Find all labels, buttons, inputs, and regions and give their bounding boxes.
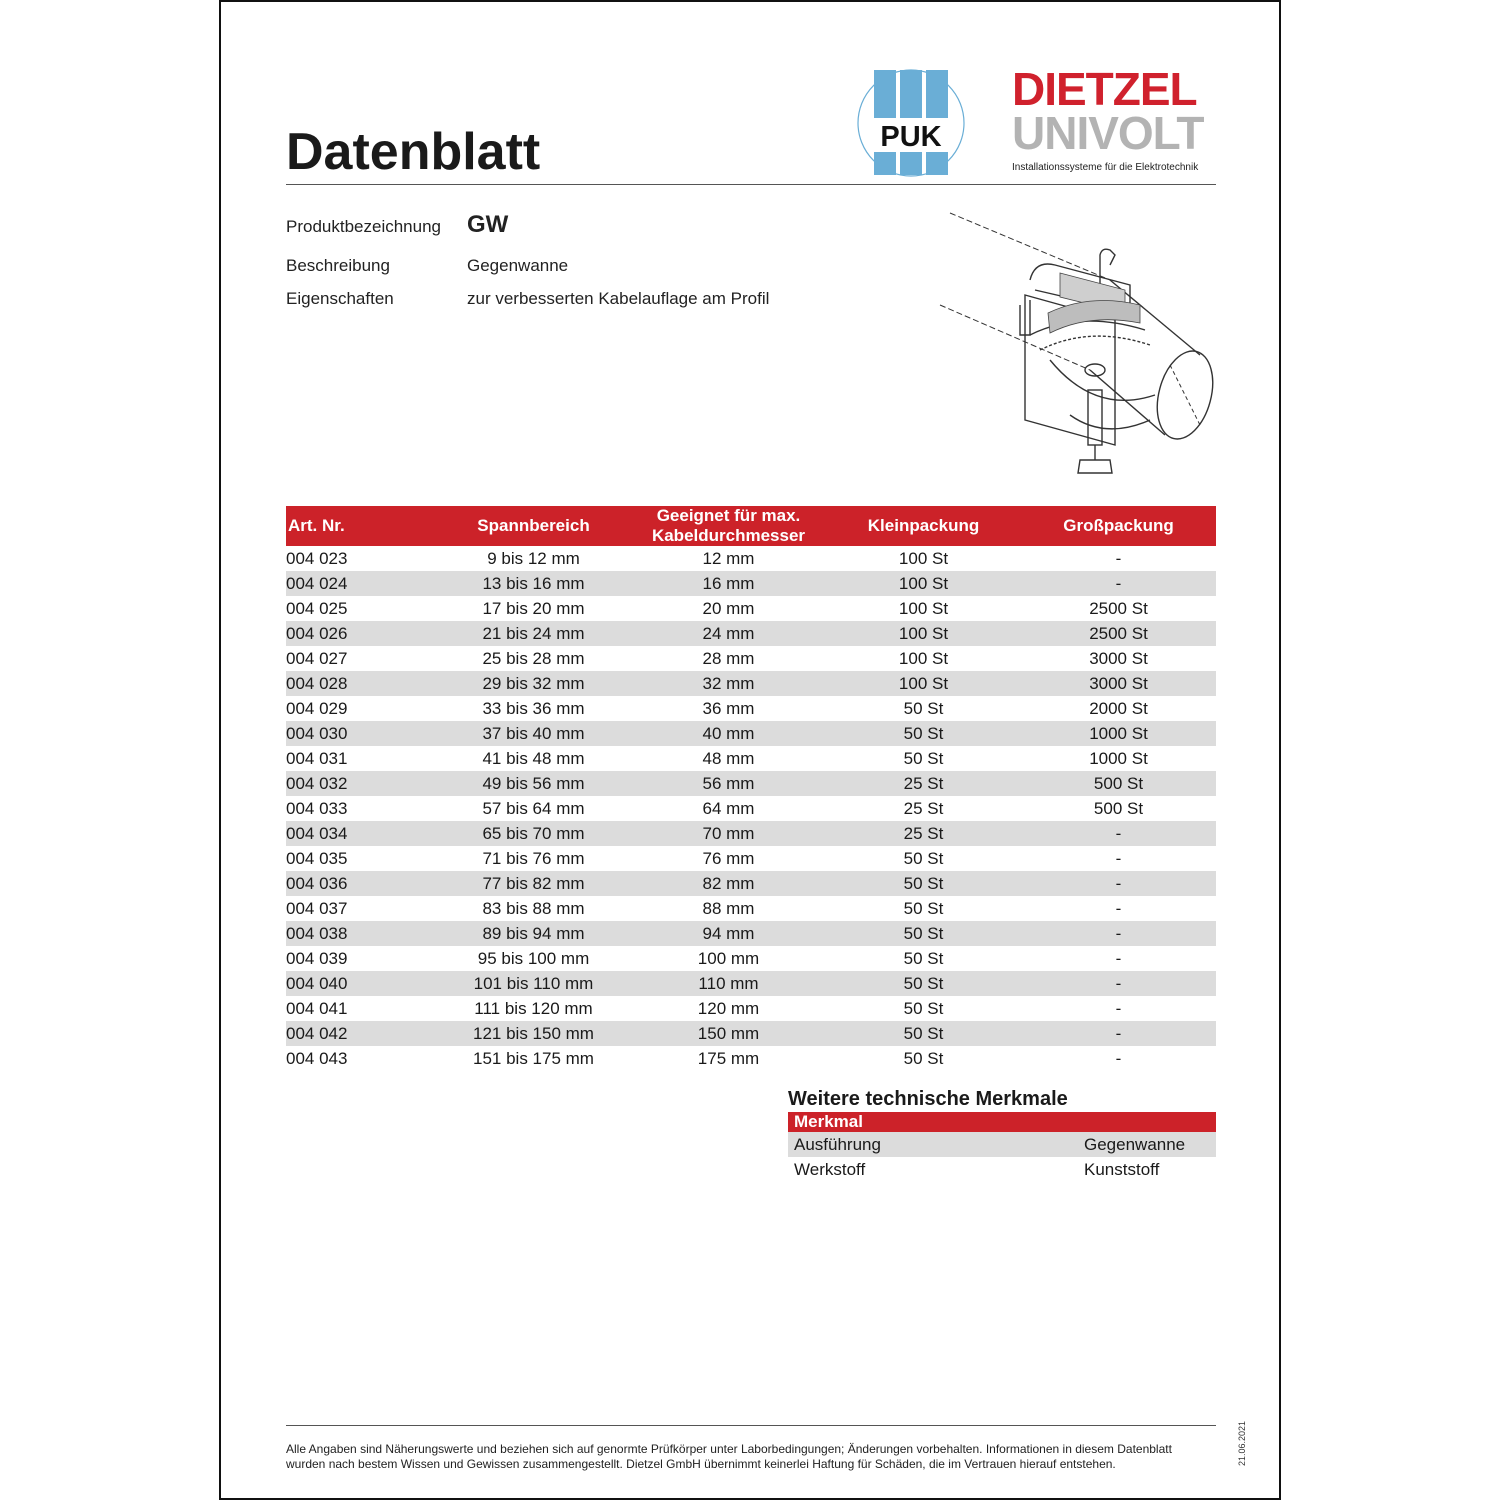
cell-grosspackung: -: [1115, 899, 1122, 918]
cell-kleinpackung: 50 St: [903, 699, 944, 718]
cell-kabeldurchmesser: 110 mm: [631, 971, 826, 996]
product-table: [286, 506, 1216, 1071]
cell-art-nr: 004 031: [286, 749, 348, 768]
puk-logo: [855, 68, 967, 178]
table-row: [286, 571, 1216, 596]
product-name-value: GW: [467, 211, 509, 238]
col-kleinpackung: Kleinpackung: [826, 506, 1021, 546]
feature-key: Ausführung: [788, 1132, 1084, 1157]
cell-art-nr: 004 037: [286, 899, 348, 918]
puk-logo-text: PUK: [880, 121, 942, 153]
table-header-row: [286, 506, 1216, 546]
properties-value: zur verbesserten Kabelauflage am Profil: [467, 289, 770, 308]
cell-art-nr: 004 034: [286, 821, 436, 846]
cell-kabeldurchmesser: 40 mm: [631, 721, 826, 746]
cell-art-nr: 004 023: [286, 549, 348, 568]
cell-art-nr: 004 040: [286, 971, 436, 996]
cell-art-nr: 004 036: [286, 871, 436, 896]
cell-kabeldurchmesser: 100 mm: [697, 949, 760, 968]
properties-label: Eigenschaften: [286, 289, 394, 308]
features-row: [788, 1157, 1216, 1182]
cell-kabeldurchmesser: 88 mm: [702, 899, 755, 918]
cell-art-nr: 004 043: [286, 1049, 348, 1068]
table-row: [286, 1046, 1216, 1071]
cell-kleinpackung: 100 St: [898, 599, 949, 618]
table-row: [286, 671, 1216, 696]
cell-spannbereich: 151 bis 175 mm: [473, 1049, 594, 1068]
feature-value: Kunststoff: [1084, 1160, 1160, 1179]
cell-grosspackung: -: [1115, 1049, 1122, 1068]
cell-kabeldurchmesser: 28 mm: [702, 649, 755, 668]
cell-kleinpackung: 100 St: [826, 571, 1021, 596]
cell-grosspackung: -: [1115, 999, 1122, 1018]
cell-spannbereich: 65 bis 70 mm: [436, 821, 631, 846]
table-row: [286, 1021, 1216, 1046]
feature-key: Werkstoff: [794, 1160, 866, 1179]
cell-spannbereich: 71 bis 76 mm: [482, 849, 585, 868]
cell-spannbereich: 29 bis 32 mm: [436, 671, 631, 696]
cell-art-nr: 004 039: [286, 949, 348, 968]
cell-kleinpackung: 50 St: [826, 871, 1021, 896]
table-row: [286, 621, 1216, 646]
cell-art-nr: 004 035: [286, 849, 348, 868]
cell-spannbereich: 17 bis 20 mm: [482, 599, 585, 618]
cell-spannbereich: 49 bis 56 mm: [436, 771, 631, 796]
cell-kleinpackung: 25 St: [826, 821, 1021, 846]
table-row: [286, 996, 1216, 1021]
cell-grosspackung: 1000 St: [1021, 721, 1216, 746]
cell-kabeldurchmesser: 56 mm: [631, 771, 826, 796]
cell-kabeldurchmesser: 70 mm: [631, 821, 826, 846]
cell-grosspackung: -: [1021, 871, 1216, 896]
cell-spannbereich: 21 bis 24 mm: [436, 621, 631, 646]
footer-divider: [286, 1425, 1216, 1426]
brand-dietzel: DIETZEL: [1012, 63, 1197, 115]
cell-kabeldurchmesser: 48 mm: [702, 749, 755, 768]
features-table: [788, 1112, 1216, 1182]
product-drawing: [930, 205, 1220, 485]
cell-art-nr: 004 027: [286, 649, 348, 668]
table-row: [286, 946, 1216, 971]
col-kabeldurchmesser: [631, 506, 826, 546]
cell-kleinpackung: 50 St: [826, 1021, 1021, 1046]
cell-spannbereich: 13 bis 16 mm: [436, 571, 631, 596]
table-row: [286, 746, 1216, 771]
cell-kabeldurchmesser: 120 mm: [697, 999, 760, 1018]
table-row: [286, 721, 1216, 746]
cell-spannbereich: 37 bis 40 mm: [436, 721, 631, 746]
table-row: [286, 921, 1216, 946]
cell-grosspackung: 2000 St: [1089, 699, 1148, 718]
cell-kabeldurchmesser: 20 mm: [702, 599, 755, 618]
cell-grosspackung: -: [1115, 949, 1122, 968]
cell-kleinpackung: 50 St: [903, 949, 944, 968]
cell-kleinpackung: 100 St: [898, 549, 949, 568]
cell-kleinpackung: 50 St: [903, 1049, 944, 1068]
cell-kleinpackung: 25 St: [903, 799, 944, 818]
cell-spannbereich: 83 bis 88 mm: [482, 899, 585, 918]
document-date: 21.06.2021: [1237, 1420, 1247, 1466]
footer-line-1: Alle Angaben sind Näherungswerte und beziehen sich auf genormte Prüfkörper unter Laborbedingungen; Änderungen vorbehalten. Informationen in diesem Datenblatt: [286, 1442, 1172, 1456]
cell-kabeldurchmesser: 36 mm: [702, 699, 755, 718]
table-row: [286, 696, 1216, 721]
table-row: [286, 871, 1216, 896]
title-divider: [286, 184, 1216, 185]
table-row: [286, 546, 1216, 571]
cell-art-nr: 004 041: [286, 999, 348, 1018]
cell-grosspackung: -: [1021, 571, 1216, 596]
cell-grosspackung: -: [1021, 1021, 1216, 1046]
cell-kabeldurchmesser: 76 mm: [702, 849, 755, 868]
footer-line-2: wurden nach bestem Wissen und Gewissen zusammengestellt. Dietzel GmbH übernimmt keinerlei Haftung für Schäden, die im Vertrauen hierauf entstehen.: [286, 1457, 1116, 1471]
table-row: [286, 846, 1216, 871]
description-value: Gegenwanne: [467, 256, 569, 275]
features-header-row: [788, 1112, 1216, 1132]
feature-value: Gegenwanne: [1084, 1132, 1216, 1157]
cell-grosspackung: 1000 St: [1089, 749, 1148, 768]
cell-kleinpackung: 50 St: [826, 971, 1021, 996]
cell-kabeldurchmesser: 94 mm: [631, 921, 826, 946]
cell-grosspackung: -: [1115, 549, 1122, 568]
cell-grosspackung: 2500 St: [1021, 621, 1216, 646]
cell-spannbereich: 41 bis 48 mm: [482, 749, 585, 768]
cell-kabeldurchmesser: 12 mm: [702, 549, 755, 568]
cell-grosspackung: 500 St: [1093, 799, 1144, 818]
cell-art-nr: 004 032: [286, 771, 436, 796]
table-row: [286, 896, 1216, 921]
table-row: [286, 771, 1216, 796]
features-row: [788, 1132, 1216, 1157]
table-row: [286, 821, 1216, 846]
cell-art-nr: 004 030: [286, 721, 436, 746]
col-art-nr: Art. Nr.: [286, 506, 436, 546]
brand-tagline: Installationssysteme für die Elektrotechnik: [1012, 162, 1199, 173]
cell-kabeldurchmesser: 82 mm: [631, 871, 826, 896]
brand-univolt: UNIVOLT: [1012, 107, 1204, 159]
col-grosspackung: Großpackung: [1021, 506, 1216, 546]
col-spannbereich: Spannbereich: [436, 506, 631, 546]
cell-art-nr: 004 025: [286, 599, 348, 618]
cell-spannbereich: 33 bis 36 mm: [482, 699, 585, 718]
product-name-label: Produktbezeichnung: [286, 217, 442, 236]
cell-spannbereich: 25 bis 28 mm: [482, 649, 585, 668]
cell-grosspackung: -: [1021, 921, 1216, 946]
footer-disclaimer: [286, 1442, 1226, 1472]
cell-kabeldurchmesser: 16 mm: [631, 571, 826, 596]
cell-spannbereich: 121 bis 150 mm: [436, 1021, 631, 1046]
cell-spannbereich: 101 bis 110 mm: [436, 971, 631, 996]
table-row: [286, 971, 1216, 996]
features-header: Merkmal: [788, 1112, 1216, 1132]
cell-art-nr: 004 038: [286, 921, 436, 946]
cell-kleinpackung: 50 St: [826, 721, 1021, 746]
cell-kabeldurchmesser: 32 mm: [631, 671, 826, 696]
cell-art-nr: 004 024: [286, 571, 436, 596]
cell-spannbereich: 95 bis 100 mm: [477, 949, 590, 968]
cell-art-nr: 004 033: [286, 799, 348, 818]
cell-spannbereich: 9 bis 12 mm: [487, 549, 580, 568]
cell-kabeldurchmesser: 150 mm: [631, 1021, 826, 1046]
cell-kleinpackung: 100 St: [898, 649, 949, 668]
cell-kabeldurchmesser: 64 mm: [702, 799, 755, 818]
features-title: Weitere technische Merkmale: [788, 1088, 1068, 1110]
table-row: [286, 596, 1216, 621]
cell-art-nr: 004 042: [286, 1021, 436, 1046]
cell-kleinpackung: 50 St: [903, 999, 944, 1018]
cell-kleinpackung: 50 St: [903, 849, 944, 868]
cell-kleinpackung: 50 St: [903, 749, 944, 768]
cell-grosspackung: -: [1021, 971, 1216, 996]
col-kabeldurchmesser-line1: Geeignet für max.: [656, 506, 801, 525]
cell-spannbereich: 111 bis 120 mm: [474, 999, 593, 1018]
cell-grosspackung: 3000 St: [1089, 649, 1148, 668]
cell-spannbereich: 89 bis 94 mm: [436, 921, 631, 946]
description-label: Beschreibung: [286, 256, 390, 275]
cell-art-nr: 004 029: [286, 699, 348, 718]
cell-art-nr: 004 028: [286, 671, 436, 696]
cell-grosspackung: 2500 St: [1089, 599, 1148, 618]
table-row: [286, 796, 1216, 821]
cell-kabeldurchmesser: 24 mm: [631, 621, 826, 646]
cell-kleinpackung: 50 St: [903, 899, 944, 918]
cell-grosspackung: 500 St: [1021, 771, 1216, 796]
cell-kabeldurchmesser: 175 mm: [697, 1049, 760, 1068]
product-table-body: [286, 546, 1216, 1071]
cell-spannbereich: 57 bis 64 mm: [482, 799, 585, 818]
cell-grosspackung: -: [1021, 821, 1216, 846]
dietzel-univolt-logo: [1012, 63, 1217, 173]
cell-kleinpackung: 100 St: [826, 621, 1021, 646]
cell-kleinpackung: 100 St: [826, 671, 1021, 696]
cell-grosspackung: 3000 St: [1021, 671, 1216, 696]
cell-art-nr: 004 026: [286, 621, 436, 646]
table-row: [286, 646, 1216, 671]
cell-kleinpackung: 50 St: [826, 921, 1021, 946]
cell-spannbereich: 77 bis 82 mm: [436, 871, 631, 896]
col-kabeldurchmesser-line2: Kabeldurchmesser: [651, 526, 806, 545]
cell-kleinpackung: 25 St: [826, 771, 1021, 796]
cell-grosspackung: -: [1115, 849, 1122, 868]
page-title: Datenblatt: [286, 123, 541, 181]
